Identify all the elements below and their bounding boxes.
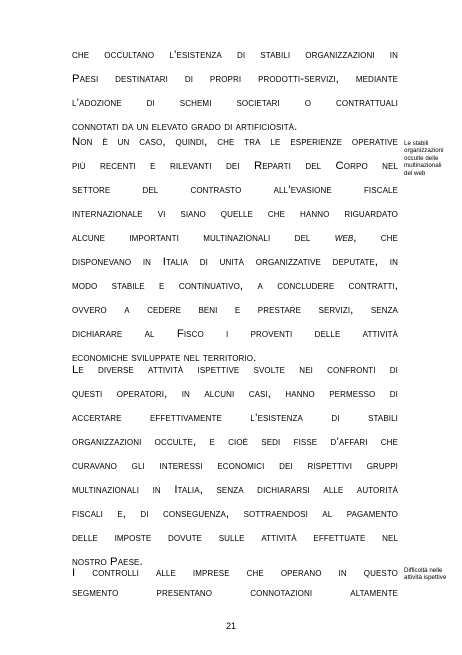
margin-note-line: organizzazioni <box>404 147 444 155</box>
text-line: Paesi destinatari di propri prodotti-servizi, mediante <box>72 73 398 85</box>
margin-note-line: Le stabili <box>404 140 429 147</box>
text-line: segmento presentano connotazioni altamente <box>72 587 398 599</box>
text-line: accertare effettivamente l’esistenza di stabili <box>72 412 398 424</box>
text-line: ovvero a cedere beni e prestare servizi, senza <box>72 304 398 316</box>
text-line: Non è un caso, quindi, che tra le esperienze operative <box>72 136 398 148</box>
text-line: modo stabile e continuativo, a concludere contratti, <box>72 280 398 292</box>
text-line: curavano gli interessi economici dei rispettivi gruppi <box>72 460 398 472</box>
text-line: internazionale vi siano quelle che hanno riguardato <box>72 208 398 220</box>
margin-note-inspection-difficulties <box>404 567 458 582</box>
text-line: settore del contrasto all’evasione fiscale <box>72 184 398 196</box>
text-line: connotati da un elevato grado di artificiosità. <box>72 121 298 133</box>
page-number: 21 <box>225 621 236 631</box>
text-line: che occultano l’esistenza di stabili organizzazioni in <box>72 49 398 61</box>
text-line: delle imposte dovute sulle attività effettuate nel <box>72 532 398 544</box>
text-line: organizzazioni occulte, e cioè sedi fisse d’affari che <box>72 436 398 448</box>
text-line: fiscali e, di conseguenza, sottraendosi al pagamento <box>72 508 398 520</box>
margin-note-line: del web <box>404 169 426 177</box>
margin-note-permanent-establishments <box>404 140 458 177</box>
text-line: economiche sviluppate nel territorio. <box>72 352 257 364</box>
text-line: alcune importanti multinazionali del web, che <box>72 232 398 244</box>
text-line: dichiarare al Fisco i proventi delle attività <box>72 328 398 340</box>
text-line: I controlli alle imprese che operano in questo <box>72 567 398 579</box>
margin-note-line: occulte delle <box>404 154 439 162</box>
text-line: disponevano in Italia di unità organizzative deputate, in <box>72 256 398 268</box>
text-line: più recenti e rilevanti dei Reparti del Corpo nel <box>72 160 398 172</box>
emphasis-web: web <box>334 232 354 244</box>
text-line: Le diverse attività ispettive svolte nei confronti di <box>72 364 398 376</box>
text-line: multinazionali in Italia, senza dichiararsi alle autorità <box>72 484 399 496</box>
margin-note-line: Difficoltà nelle <box>404 567 443 574</box>
text-line: nostro Paese. <box>72 556 143 568</box>
margin-note-line: multinazionali <box>404 162 442 170</box>
text-line: l’adozione di schemi societari o contrattuali <box>72 97 398 109</box>
text-line: questi operatori, in alcuni casi, hanno permesso di <box>72 388 398 400</box>
margin-note-line: attività ispettive <box>404 574 447 582</box>
